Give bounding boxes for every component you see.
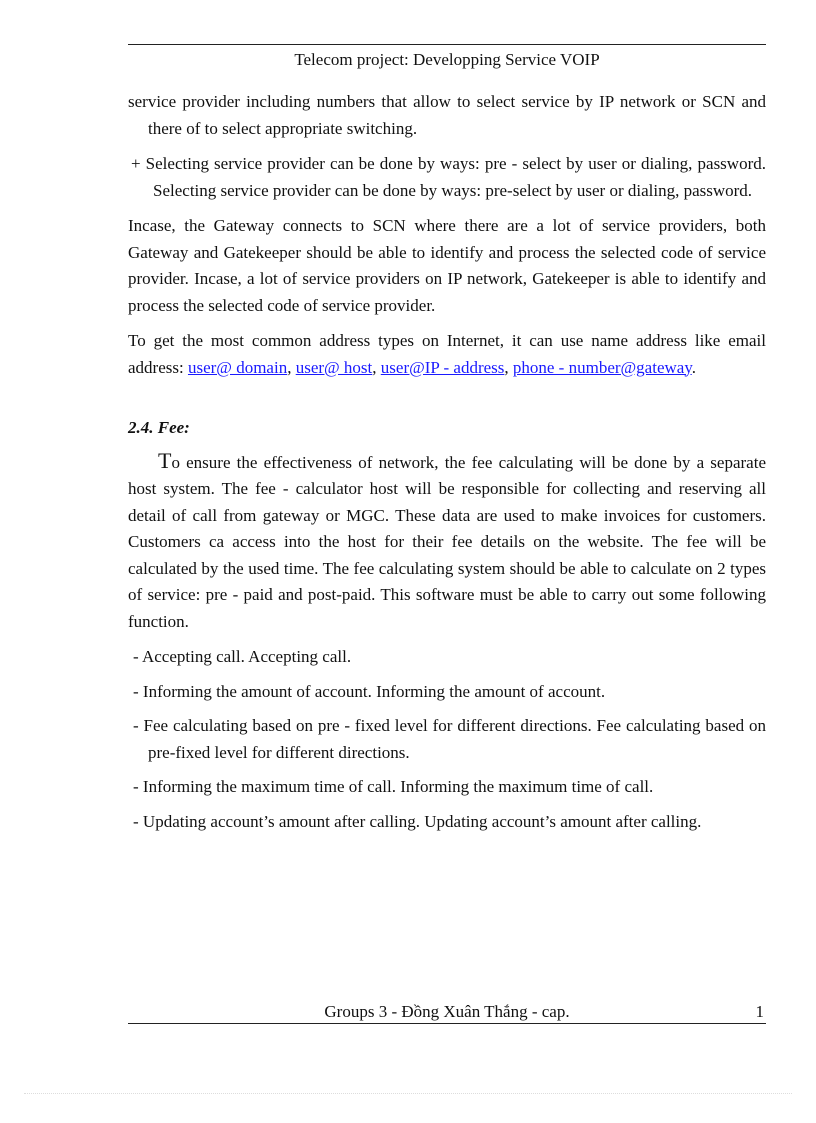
list-item: - Informing the maximum time of call. Informing the maximum time of call. <box>133 777 654 796</box>
list-item: - Fee calculating based on pre - fixed level for different directions. Fee calculating based on pre-fixed level for different directions. <box>133 716 766 762</box>
paragraph-address-types <box>128 328 766 381</box>
link-user-host[interactable]: user@ host <box>295 357 373 377</box>
paragraph-fee <box>128 448 766 636</box>
footer-text: Groups 3 - Đồng Xuân Thắng - cap. <box>324 1002 570 1021</box>
section-heading-fee: 2.4. Fee: <box>128 418 190 437</box>
link-phone-number-gateway[interactable]: phone - number@gateway <box>512 357 692 377</box>
page-footer <box>128 1002 766 1022</box>
paragraph-gateway: Incase, the Gateway connects to SCN where there are a lot of service providers, both Gateway and Gatekeeper should be able to identify and process the selected code of service provider. Incase, a lot of service providers on IP network, Gatekeeper is able to identify and process the selected code of service provider. <box>128 216 766 315</box>
header-rule <box>128 44 766 45</box>
list-item: - Accepting call. Accepting call. <box>133 647 352 666</box>
address-sep-3: , <box>504 357 513 377</box>
drop-letter: T <box>158 447 172 473</box>
paragraph-service-provider: service provider including numbers that allow to select service by IP network or SCN and there of to select appropriate switching. <box>128 92 766 138</box>
page-number: 1 <box>755 1002 764 1021</box>
footer-rule <box>128 1023 766 1024</box>
page-bottom-divider <box>24 1093 792 1094</box>
list-item: - Updating account’s amount after calling. Updating account’s amount after calling. <box>133 811 702 831</box>
address-end: . <box>691 357 696 377</box>
link-user-domain[interactable]: user@ domain <box>187 357 288 377</box>
fee-text: o ensure the effectiveness of network, the fee calculating will be done by a separate host system. The fee - calculator host will be responsible for collecting and reserving all detail of call from gateway or MGC. These data are used to make invoices for customers. Customers ca access into the host for their fee details on the website. The fee will be calculated by the used time. The fee calculating system should be able to calculate on 2 types of service: pre - paid and post-paid. This software must be able to carry out some following function. <box>128 452 766 631</box>
paragraph-selecting-provider: + Selecting service provider can be done by ways: pre - select by user or dialing, password. Selecting service provider can be done by ways: pre-select by user or dialing, password. <box>131 154 766 200</box>
address-sep-2: , <box>372 357 381 377</box>
document-body <box>128 89 766 843</box>
link-user-ip-address[interactable]: user@IP - address <box>380 357 505 377</box>
address-types-lead: To get the most common address types on Internet, it can use name address like email address: <box>128 331 766 377</box>
address-sep-1: , <box>287 357 296 377</box>
list-item: - Informing the amount of account. Informing the amount of account. <box>133 681 606 701</box>
page-header: Telecom project: Developping Service VOIP <box>294 50 600 69</box>
